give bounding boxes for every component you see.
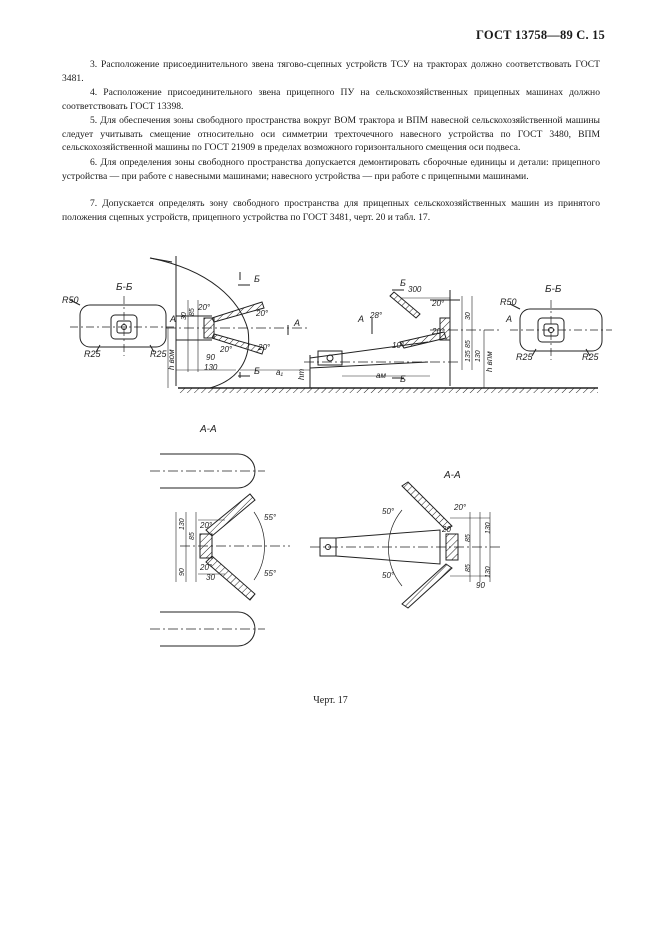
label-ht: hт [297, 368, 306, 380]
label-r25-right-a: R25 [516, 352, 533, 362]
section-aa-left-shape [150, 454, 290, 646]
label-d30-right: 30 [465, 312, 472, 320]
label-deg20-lower: 20° [220, 345, 233, 354]
label-deg20-aa-right: 20° [454, 503, 467, 512]
label-deg20-aa-left-lower: 20° [200, 563, 213, 572]
label-deg55-upper: 55° [264, 513, 277, 522]
paragraph-3: 3. Расположение присоединительного звена тягово-сцепных устройств ТСУ на тракторах должно соответствовать ГОСТ 3481. [62, 59, 600, 84]
label-deg50-lower: 50° [382, 571, 395, 580]
label-d130-aa-right-lower: 130 [485, 566, 492, 578]
label-b-4: Б [400, 374, 406, 384]
label-r25-right-b: R25 [582, 352, 599, 362]
label-d130-aa-left: 130 [179, 518, 186, 530]
section-aa-left-title: А-А [200, 424, 217, 435]
paragraph-7: 7. Допускается определять зону свободного пространства для прицепных сельскохозяйственных машин из принятого положения сцепных устройств, прицепного устройства по ГОСТ 3481, черт. 20 и табл. 17. [62, 198, 600, 223]
label-d20-aa-right: 20 [442, 525, 451, 534]
label-d130-left: 130 [204, 363, 218, 372]
page-header: ГОСТ 13758—89 С. 15 [476, 28, 605, 42]
label-a-1: А [170, 314, 177, 324]
label-d90-aa-left: 90 [179, 568, 186, 576]
label-deg50-upper: 50° [382, 507, 395, 516]
label-deg10: 10° [392, 341, 405, 350]
label-deg55-lower: 55° [264, 569, 277, 578]
label-h-vpm: h впм [485, 351, 494, 372]
section-bb-left-title: Б-Б [116, 282, 133, 293]
paragraph-6: 6. Для определения зоны свободного пространства допускается демонтировать сборочные единицы и детали: прицепного устройства — при работе с навесными машинами; навесного устройства — при работе с прицепными машинами. [62, 157, 600, 182]
label-d85-right: 85 [465, 340, 472, 348]
label-d90-left: 90 [206, 353, 215, 362]
label-d45-aa-right: 85 [465, 564, 472, 572]
label-r50-left: R50 [62, 295, 79, 305]
label-d85-aa-right: 85 [465, 534, 472, 542]
label-deg20-side: 20° [258, 343, 271, 352]
section-bb-right-shape [510, 300, 612, 360]
label-deg28: 28° [370, 311, 383, 320]
section-bb-left-shape [70, 296, 176, 356]
ground-line [178, 388, 598, 393]
label-a-4: А [506, 314, 513, 324]
label-a-3: А [358, 314, 365, 324]
label-d130-right: 130 [475, 350, 482, 362]
label-deg20-upper: 20° [198, 303, 211, 312]
label-deg20-arc: 20° [256, 309, 269, 318]
label-deg20-aa-left: 20° [200, 521, 213, 530]
label-a1: a₁ [276, 368, 283, 377]
paragraph-5: 5. Для обеспечения зоны свободного пространства вокруг ВОМ трактора и ВПМ навесной сельскохозяйственной машины следует учитывать смещение относительно оси симметрии трехточечного навесного устройства по ГОСТ 3480, ВПМ сельскохозяйственной машины по ГОСТ 21909 в пределах возможного горизонтального смещения оси подвеса. [62, 115, 600, 154]
label-d300: 300 [408, 285, 422, 294]
label-d85-left: 85 [189, 308, 196, 316]
label-d90-aa-right: 90 [476, 581, 485, 590]
label-d85-aa-left: 85 [189, 532, 196, 540]
label-d30-left: 30 [181, 312, 188, 320]
label-b-3: Б [400, 278, 406, 288]
label-am: aм [376, 371, 386, 380]
label-b-2: Б [254, 366, 260, 376]
machine-vpm-zone [390, 290, 500, 388]
label-a-2: А [294, 318, 301, 328]
section-aa-right-title: А-А [444, 470, 461, 481]
label-r25-left-a: R25 [84, 349, 101, 359]
label-d130-aa-right-upper: 130 [485, 522, 492, 534]
label-r25-left-b: R25 [150, 349, 167, 359]
drawbar [240, 342, 460, 388]
label-b-1: Б [254, 274, 260, 284]
section-aa-right-shape [310, 482, 500, 608]
label-h-vom: h вом [167, 349, 176, 370]
section-bb-right-title: Б-Б [545, 284, 562, 295]
label-deg20-right-upper: 20° [432, 299, 445, 308]
label-d135-right: 135 [465, 350, 472, 362]
figure-caption: Черт. 17 [313, 695, 348, 706]
label-r50-right: R50 [500, 297, 517, 307]
label-deg20-right-lower: 20° [432, 327, 445, 336]
paragraph-4: 4. Расположение присоединительного звена прицепного ПУ на сельскохозяйственных прицепных машинах должно соответствовать ГОСТ 13398. [62, 87, 600, 112]
label-d30-aa-left: 30 [206, 573, 215, 582]
